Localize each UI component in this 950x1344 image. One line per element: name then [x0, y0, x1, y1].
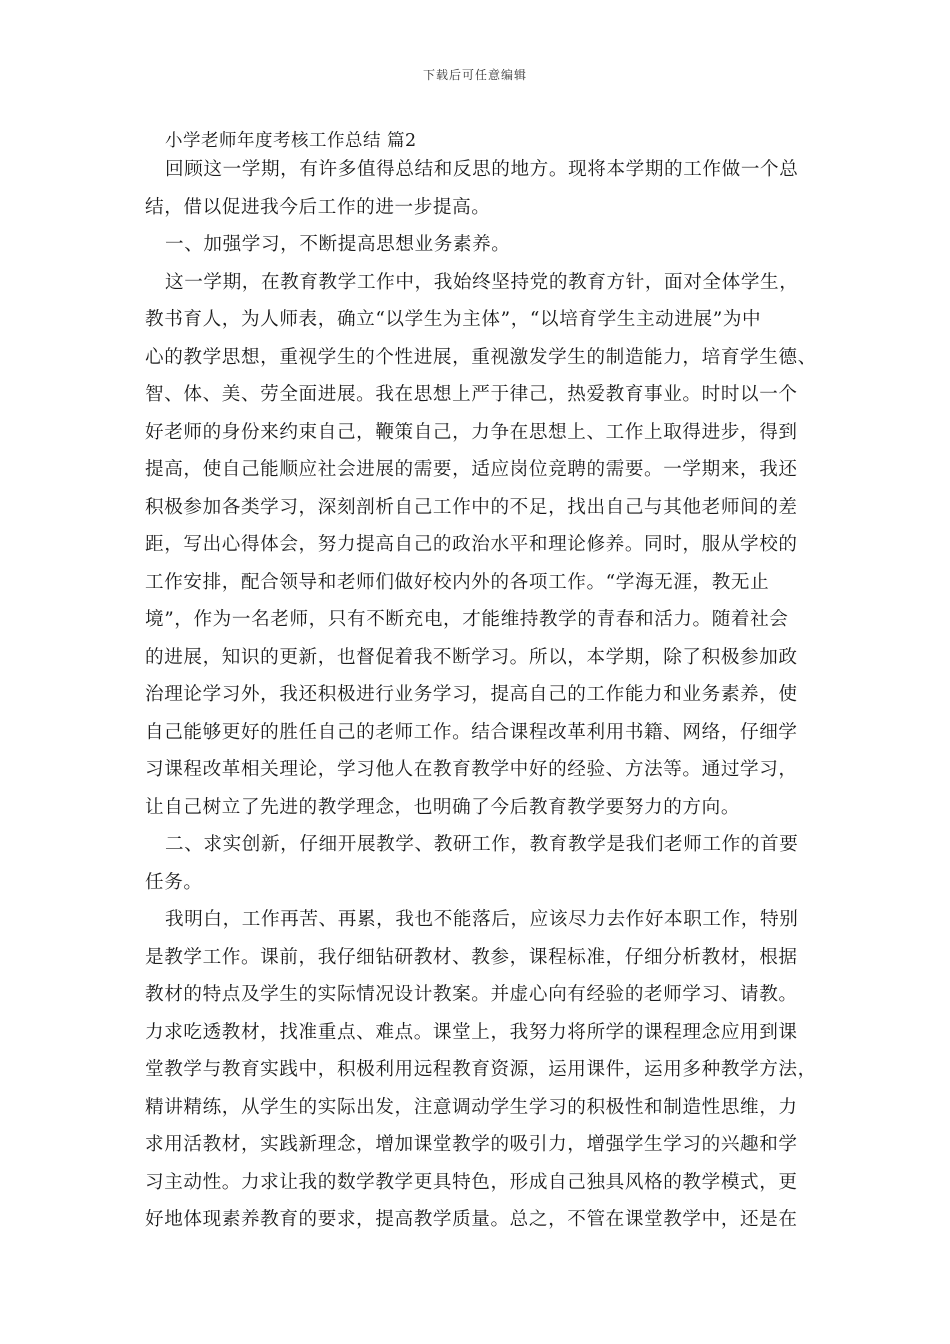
text-line: 智、体、美、劳全面进展。我在思想上严于律己，热爱教育事业。时时以一个 [145, 384, 798, 405]
text-line: 好地体现素养教育的要求，提高教学质量。总之，不管在课堂教学中，还是在 [145, 1209, 798, 1230]
text-line: 我明白，工作再苦、再累，我也不能落后，应该尽力去作好本职工作，特别 [165, 909, 799, 930]
text-line: 是教学工作。课前，我仔细钻研教材、教参，课程标准，仔细分析教材，根据 [145, 946, 798, 968]
text-line: 习课程改革相关理论，学习他人在教育教学中好的经验、方法等。通过学习， [145, 759, 798, 780]
text-line: 让自己树立了先进的教学理念，也明确了今后教育教学要努力的方向。 [145, 796, 741, 818]
text-line: 求用活教材，实践新理念，增加课堂教学的吸引力，增强学生学习的兴趣和学 [145, 1134, 798, 1155]
text-line: 结，借以促进我今后工作的进一步提高。 [145, 196, 491, 218]
text-line: 习主动性。力求让我的数学教学更具特色，形成自己独具风格的教学模式，更 [145, 1171, 798, 1193]
text-line: 这一学期，在教育教学工作中，我始终坚持党的教育方针，面对全体学生， [165, 271, 799, 293]
text-line: 教材的特点及学生的实际情况设计教案。并虚心向有经验的老师学习、请教。 [145, 984, 798, 1005]
text-line: 治理论学习外，我还积极进行业务学习，提高自己的工作能力和业务素养，使 [145, 684, 798, 705]
text-line: 的进展，知识的更新，也督促着我不断学习。所以，本学期，除了积极参加政 [145, 646, 798, 668]
text-line: 积极参加各类学习，深刻剖析自己工作中的不足，找出自己与其他老师间的差 [145, 496, 798, 518]
text-line: 力求吃透教材，找准重点、难点。课堂上，我努力将所学的课程理念应用到课 [145, 1021, 798, 1043]
text-line: 一、加强学习，不断提高思想业务素养。 [165, 234, 511, 255]
text-line: 好老师的身份来约束自己，鞭策自己，力争在思想上、工作上取得进步，得到 [145, 421, 798, 443]
document-title: 小学老师年度考核工作总结 篇2 [165, 131, 417, 151]
text-line: 二、求实创新，仔细开展教学、教研工作，教育教学是我们老师工作的首要 [165, 834, 799, 855]
text-line: 堂教学与教育实践中，积极利用远程教育资源，运用课件，运用多种教学方法， [145, 1059, 817, 1080]
text-line: 精讲精练，从学生的实际出发，注意调动学生学习的积极性和制造性思维，力 [145, 1096, 798, 1118]
text-line: 回顾这一学期，有许多值得总结和反思的地方。现将本学期的工作做一个总 [165, 159, 799, 180]
text-line: 任务。 [145, 871, 203, 893]
text-line: 距，写出心得体会，努力提高自己的政治水平和理论修养。同时，服从学校的 [145, 534, 798, 555]
text-line: 提高，使自己能顺应社会进展的需要，适应岗位竞聘的需要。一学期来，我还 [145, 459, 798, 480]
text-line: 自己能够更好的胜任自己的老师工作。结合课程改革利用书籍、网络，仔细学 [145, 721, 798, 743]
text-line: 心的教学思想，重视学生的个性进展，重视激发学生的制造能力，培育学生德、 [145, 346, 817, 368]
text-line: 教书育人，为人师表，确立“以学生为主体”，“以培育学生主动进展”为中 [145, 309, 762, 330]
text-line: 境”，作为一名老师，只有不断充电，才能维持教学的青春和活力。随着社会 [145, 609, 789, 630]
page-header: 下载后可任意编辑 [422, 68, 527, 82]
text-line: 工作安排，配合领导和老师们做好校内外的各项工作。“学海无涯，教无止 [145, 571, 770, 593]
